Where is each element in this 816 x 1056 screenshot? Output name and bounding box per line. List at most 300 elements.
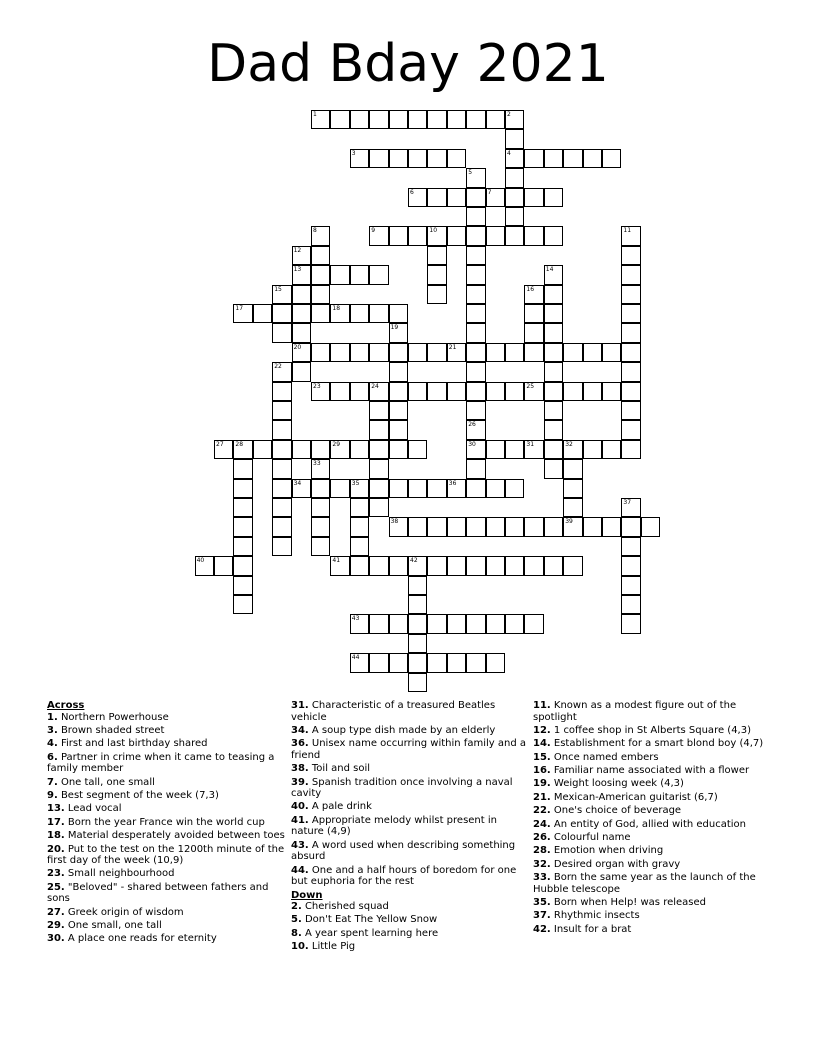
- grid-cell[interactable]: [292, 343, 311, 362]
- grid-cell[interactable]: [466, 246, 485, 265]
- grid-cell[interactable]: [524, 440, 543, 459]
- grid-cell[interactable]: [505, 614, 524, 633]
- grid-cell[interactable]: [427, 517, 446, 536]
- across-clue[interactable]: [47, 830, 287, 842]
- grid-cell[interactable]: [369, 304, 388, 323]
- grid-cell[interactable]: [311, 110, 330, 129]
- grid-cell[interactable]: [350, 556, 369, 575]
- grid-cell[interactable]: [602, 517, 621, 536]
- grid-cell[interactable]: [389, 614, 408, 633]
- grid-cell[interactable]: [505, 226, 524, 245]
- grid-cell[interactable]: [389, 653, 408, 672]
- across-clue[interactable]: [47, 803, 287, 815]
- grid-cell[interactable]: [272, 517, 291, 536]
- grid-cell[interactable]: [427, 265, 446, 284]
- down-clue[interactable]: [533, 872, 773, 895]
- grid-cell[interactable]: [466, 517, 485, 536]
- grid-cell[interactable]: [369, 556, 388, 575]
- grid-cell[interactable]: [486, 226, 505, 245]
- grid-cell[interactable]: [466, 382, 485, 401]
- grid-cell[interactable]: [272, 479, 291, 498]
- grid-cell[interactable]: [350, 110, 369, 129]
- down-clue[interactable]: [533, 910, 773, 922]
- grid-cell[interactable]: [408, 673, 427, 692]
- grid-cell[interactable]: [272, 382, 291, 401]
- grid-cell[interactable]: [408, 226, 427, 245]
- grid-cell[interactable]: [427, 614, 446, 633]
- grid-cell[interactable]: [583, 382, 602, 401]
- grid-cell[interactable]: [505, 479, 524, 498]
- grid-cell[interactable]: [233, 479, 252, 498]
- down-clue[interactable]: [533, 845, 773, 857]
- grid-cell[interactable]: [563, 498, 582, 517]
- grid-cell[interactable]: [330, 479, 349, 498]
- down-clue[interactable]: [533, 752, 773, 764]
- grid-cell[interactable]: [544, 362, 563, 381]
- grid-cell[interactable]: [369, 382, 388, 401]
- grid-cell[interactable]: [311, 285, 330, 304]
- grid-cell[interactable]: [233, 537, 252, 556]
- grid-cell[interactable]: [583, 517, 602, 536]
- grid-cell[interactable]: [330, 265, 349, 284]
- grid-cell[interactable]: [389, 362, 408, 381]
- grid-cell[interactable]: [311, 226, 330, 245]
- grid-cell[interactable]: [447, 110, 466, 129]
- grid-cell[interactable]: [486, 517, 505, 536]
- grid-cell[interactable]: [505, 168, 524, 187]
- grid-cell[interactable]: [524, 343, 543, 362]
- grid-cell[interactable]: [389, 420, 408, 439]
- grid-cell[interactable]: [272, 420, 291, 439]
- down-clue[interactable]: [533, 805, 773, 817]
- grid-cell[interactable]: [311, 537, 330, 556]
- grid-cell[interactable]: [563, 479, 582, 498]
- grid-cell[interactable]: [369, 226, 388, 245]
- grid-cell[interactable]: [466, 420, 485, 439]
- grid-cell[interactable]: [427, 556, 446, 575]
- grid-cell[interactable]: [621, 285, 640, 304]
- grid-cell[interactable]: [427, 479, 446, 498]
- grid-cell[interactable]: [447, 382, 466, 401]
- grid-cell[interactable]: [466, 401, 485, 420]
- grid-cell[interactable]: [292, 246, 311, 265]
- grid-cell[interactable]: [524, 323, 543, 342]
- grid-cell[interactable]: [505, 129, 524, 148]
- grid-cell[interactable]: [369, 420, 388, 439]
- grid-cell[interactable]: [408, 188, 427, 207]
- grid-cell[interactable]: [427, 149, 446, 168]
- grid-cell[interactable]: [544, 149, 563, 168]
- grid-cell[interactable]: [447, 556, 466, 575]
- grid-cell[interactable]: [350, 479, 369, 498]
- grid-cell[interactable]: [621, 498, 640, 517]
- grid-cell[interactable]: [466, 440, 485, 459]
- grid-cell[interactable]: [389, 110, 408, 129]
- grid-cell[interactable]: [621, 614, 640, 633]
- grid-cell[interactable]: [408, 382, 427, 401]
- grid-cell[interactable]: [272, 537, 291, 556]
- grid-cell[interactable]: [544, 382, 563, 401]
- grid-cell[interactable]: [621, 362, 640, 381]
- grid-cell[interactable]: [621, 265, 640, 284]
- across-clue[interactable]: [291, 865, 531, 888]
- grid-cell[interactable]: [292, 285, 311, 304]
- grid-cell[interactable]: [311, 304, 330, 323]
- across-clue[interactable]: [47, 777, 287, 789]
- grid-cell[interactable]: [505, 556, 524, 575]
- across-clue[interactable]: [47, 933, 287, 945]
- grid-cell[interactable]: [389, 479, 408, 498]
- grid-cell[interactable]: [408, 556, 427, 575]
- grid-cell[interactable]: [486, 110, 505, 129]
- grid-cell[interactable]: [544, 304, 563, 323]
- grid-cell[interactable]: [447, 149, 466, 168]
- grid-cell[interactable]: [195, 556, 214, 575]
- grid-cell[interactable]: [544, 265, 563, 284]
- grid-cell[interactable]: [621, 246, 640, 265]
- grid-cell[interactable]: [311, 343, 330, 362]
- across-clue[interactable]: [291, 815, 531, 838]
- grid-cell[interactable]: [311, 440, 330, 459]
- grid-cell[interactable]: [505, 440, 524, 459]
- grid-cell[interactable]: [621, 382, 640, 401]
- grid-cell[interactable]: [311, 459, 330, 478]
- down-clue[interactable]: [533, 778, 773, 790]
- across-clue[interactable]: [291, 777, 531, 800]
- grid-cell[interactable]: [389, 382, 408, 401]
- grid-cell[interactable]: [486, 440, 505, 459]
- grid-cell[interactable]: [447, 614, 466, 633]
- grid-cell[interactable]: [466, 479, 485, 498]
- grid-cell[interactable]: [350, 440, 369, 459]
- grid-cell[interactable]: [408, 614, 427, 633]
- grid-cell[interactable]: [447, 653, 466, 672]
- grid-cell[interactable]: [466, 168, 485, 187]
- grid-cell[interactable]: [524, 149, 543, 168]
- grid-cell[interactable]: [621, 595, 640, 614]
- grid-cell[interactable]: [486, 188, 505, 207]
- grid-cell[interactable]: [272, 362, 291, 381]
- grid-cell[interactable]: [272, 440, 291, 459]
- grid-cell[interactable]: [369, 440, 388, 459]
- grid-cell[interactable]: [621, 323, 640, 342]
- across-clue[interactable]: [47, 790, 287, 802]
- grid-cell[interactable]: [292, 304, 311, 323]
- grid-cell[interactable]: [621, 517, 640, 536]
- grid-cell[interactable]: [621, 440, 640, 459]
- grid-cell[interactable]: [311, 517, 330, 536]
- down-clue[interactable]: [533, 792, 773, 804]
- grid-cell[interactable]: [389, 440, 408, 459]
- grid-cell[interactable]: [427, 343, 446, 362]
- grid-cell[interactable]: [544, 188, 563, 207]
- grid-cell[interactable]: [350, 149, 369, 168]
- grid-cell[interactable]: [389, 343, 408, 362]
- grid-cell[interactable]: [544, 323, 563, 342]
- grid-cell[interactable]: [272, 285, 291, 304]
- grid-cell[interactable]: [583, 343, 602, 362]
- grid-cell[interactable]: [350, 343, 369, 362]
- grid-cell[interactable]: [350, 653, 369, 672]
- grid-cell[interactable]: [427, 246, 446, 265]
- across-clue[interactable]: [291, 840, 531, 863]
- grid-cell[interactable]: [447, 188, 466, 207]
- grid-cell[interactable]: [408, 440, 427, 459]
- grid-cell[interactable]: [524, 304, 543, 323]
- grid-cell[interactable]: [563, 382, 582, 401]
- grid-cell[interactable]: [350, 498, 369, 517]
- grid-cell[interactable]: [563, 459, 582, 478]
- grid-cell[interactable]: [466, 459, 485, 478]
- grid-cell[interactable]: [466, 653, 485, 672]
- down-clue[interactable]: [533, 700, 773, 723]
- grid-cell[interactable]: [389, 323, 408, 342]
- grid-cell[interactable]: [621, 401, 640, 420]
- grid-cell[interactable]: [311, 479, 330, 498]
- grid-cell[interactable]: [621, 420, 640, 439]
- grid-cell[interactable]: [408, 479, 427, 498]
- grid-cell[interactable]: [292, 440, 311, 459]
- grid-cell[interactable]: [311, 265, 330, 284]
- grid-cell[interactable]: [544, 420, 563, 439]
- grid-cell[interactable]: [505, 110, 524, 129]
- across-clue[interactable]: [291, 801, 531, 813]
- down-clue[interactable]: [533, 832, 773, 844]
- grid-cell[interactable]: [486, 382, 505, 401]
- grid-cell[interactable]: [408, 343, 427, 362]
- grid-cell[interactable]: [350, 517, 369, 536]
- grid-cell[interactable]: [621, 304, 640, 323]
- grid-cell[interactable]: [427, 653, 446, 672]
- grid-cell[interactable]: [563, 440, 582, 459]
- grid-cell[interactable]: [505, 517, 524, 536]
- grid-cell[interactable]: [253, 304, 272, 323]
- grid-cell[interactable]: [427, 226, 446, 245]
- grid-cell[interactable]: [369, 401, 388, 420]
- grid-cell[interactable]: [466, 265, 485, 284]
- grid-cell[interactable]: [621, 576, 640, 595]
- grid-cell[interactable]: [369, 614, 388, 633]
- grid-cell[interactable]: [389, 517, 408, 536]
- down-clue[interactable]: [533, 738, 773, 750]
- across-clue[interactable]: [291, 700, 531, 723]
- grid-cell[interactable]: [292, 362, 311, 381]
- grid-cell[interactable]: [369, 479, 388, 498]
- grid-cell[interactable]: [233, 517, 252, 536]
- grid-cell[interactable]: [563, 343, 582, 362]
- grid-cell[interactable]: [330, 110, 349, 129]
- down-clue[interactable]: [291, 914, 531, 926]
- grid-cell[interactable]: [330, 343, 349, 362]
- grid-cell[interactable]: [330, 382, 349, 401]
- grid-cell[interactable]: [389, 401, 408, 420]
- grid-cell[interactable]: [350, 614, 369, 633]
- grid-cell[interactable]: [369, 498, 388, 517]
- grid-cell[interactable]: [272, 401, 291, 420]
- down-clue[interactable]: [533, 897, 773, 909]
- grid-cell[interactable]: [389, 149, 408, 168]
- grid-cell[interactable]: [408, 110, 427, 129]
- down-clue[interactable]: [533, 725, 773, 737]
- grid-cell[interactable]: [233, 440, 252, 459]
- across-clue[interactable]: [47, 712, 287, 724]
- grid-cell[interactable]: [486, 479, 505, 498]
- grid-cell[interactable]: [427, 382, 446, 401]
- across-clue[interactable]: [47, 738, 287, 750]
- grid-cell[interactable]: [311, 498, 330, 517]
- grid-cell[interactable]: [486, 556, 505, 575]
- grid-cell[interactable]: [505, 382, 524, 401]
- grid-cell[interactable]: [408, 595, 427, 614]
- across-clue[interactable]: [47, 725, 287, 737]
- grid-cell[interactable]: [641, 517, 660, 536]
- grid-cell[interactable]: [544, 556, 563, 575]
- grid-cell[interactable]: [408, 576, 427, 595]
- grid-cell[interactable]: [524, 285, 543, 304]
- across-clue[interactable]: [47, 752, 287, 775]
- grid-cell[interactable]: [272, 498, 291, 517]
- grid-cell[interactable]: [233, 595, 252, 614]
- grid-cell[interactable]: [563, 517, 582, 536]
- grid-cell[interactable]: [524, 556, 543, 575]
- down-clue[interactable]: [291, 941, 531, 953]
- grid-cell[interactable]: [505, 188, 524, 207]
- grid-cell[interactable]: [389, 304, 408, 323]
- grid-cell[interactable]: [369, 265, 388, 284]
- grid-cell[interactable]: [389, 556, 408, 575]
- grid-cell[interactable]: [233, 459, 252, 478]
- grid-cell[interactable]: [505, 149, 524, 168]
- grid-cell[interactable]: [466, 304, 485, 323]
- across-clue[interactable]: [291, 725, 531, 737]
- grid-cell[interactable]: [233, 576, 252, 595]
- grid-cell[interactable]: [233, 498, 252, 517]
- grid-cell[interactable]: [369, 653, 388, 672]
- grid-cell[interactable]: [350, 304, 369, 323]
- grid-cell[interactable]: [408, 653, 427, 672]
- grid-cell[interactable]: [563, 556, 582, 575]
- grid-cell[interactable]: [524, 517, 543, 536]
- grid-cell[interactable]: [602, 149, 621, 168]
- grid-cell[interactable]: [466, 285, 485, 304]
- down-clue[interactable]: [291, 901, 531, 913]
- across-clue[interactable]: [47, 844, 287, 867]
- down-clue[interactable]: [533, 819, 773, 831]
- grid-cell[interactable]: [524, 226, 543, 245]
- across-clue[interactable]: [47, 907, 287, 919]
- down-clue[interactable]: [533, 765, 773, 777]
- down-clue[interactable]: [291, 928, 531, 940]
- grid-cell[interactable]: [233, 304, 252, 323]
- down-clue[interactable]: [533, 924, 773, 936]
- across-clue[interactable]: [47, 868, 287, 880]
- grid-cell[interactable]: [330, 440, 349, 459]
- grid-cell[interactable]: [524, 382, 543, 401]
- grid-cell[interactable]: [544, 459, 563, 478]
- grid-cell[interactable]: [486, 614, 505, 633]
- grid-cell[interactable]: [447, 343, 466, 362]
- across-clue[interactable]: [47, 920, 287, 932]
- grid-cell[interactable]: [466, 110, 485, 129]
- grid-cell[interactable]: [427, 110, 446, 129]
- grid-cell[interactable]: [486, 343, 505, 362]
- grid-cell[interactable]: [486, 653, 505, 672]
- grid-cell[interactable]: [272, 323, 291, 342]
- grid-cell[interactable]: [350, 537, 369, 556]
- grid-cell[interactable]: [583, 440, 602, 459]
- grid-cell[interactable]: [544, 226, 563, 245]
- grid-cell[interactable]: [602, 440, 621, 459]
- grid-cell[interactable]: [272, 459, 291, 478]
- grid-cell[interactable]: [369, 149, 388, 168]
- grid-cell[interactable]: [311, 382, 330, 401]
- grid-cell[interactable]: [505, 207, 524, 226]
- grid-cell[interactable]: [272, 304, 291, 323]
- grid-cell[interactable]: [466, 188, 485, 207]
- grid-cell[interactable]: [524, 188, 543, 207]
- grid-cell[interactable]: [408, 149, 427, 168]
- grid-cell[interactable]: [292, 323, 311, 342]
- grid-cell[interactable]: [544, 440, 563, 459]
- grid-cell[interactable]: [369, 110, 388, 129]
- grid-cell[interactable]: [447, 226, 466, 245]
- grid-cell[interactable]: [233, 556, 252, 575]
- grid-cell[interactable]: [292, 265, 311, 284]
- grid-cell[interactable]: [350, 265, 369, 284]
- grid-cell[interactable]: [621, 343, 640, 362]
- grid-cell[interactable]: [544, 285, 563, 304]
- down-clue[interactable]: [533, 859, 773, 871]
- grid-cell[interactable]: [447, 517, 466, 536]
- across-clue[interactable]: [291, 738, 531, 761]
- across-clue[interactable]: [47, 817, 287, 829]
- grid-cell[interactable]: [621, 556, 640, 575]
- grid-cell[interactable]: [466, 556, 485, 575]
- grid-cell[interactable]: [544, 517, 563, 536]
- grid-cell[interactable]: [466, 343, 485, 362]
- grid-cell[interactable]: [466, 323, 485, 342]
- grid-cell[interactable]: [408, 634, 427, 653]
- grid-cell[interactable]: [214, 440, 233, 459]
- grid-cell[interactable]: [447, 479, 466, 498]
- grid-cell[interactable]: [389, 226, 408, 245]
- grid-cell[interactable]: [369, 343, 388, 362]
- grid-cell[interactable]: [524, 614, 543, 633]
- grid-cell[interactable]: [602, 343, 621, 362]
- grid-cell[interactable]: [621, 226, 640, 245]
- grid-cell[interactable]: [466, 226, 485, 245]
- grid-cell[interactable]: [350, 382, 369, 401]
- grid-cell[interactable]: [466, 207, 485, 226]
- grid-cell[interactable]: [466, 362, 485, 381]
- grid-cell[interactable]: [427, 285, 446, 304]
- grid-cell[interactable]: [292, 479, 311, 498]
- grid-cell[interactable]: [253, 440, 272, 459]
- grid-cell[interactable]: [330, 304, 349, 323]
- grid-cell[interactable]: [408, 517, 427, 536]
- grid-cell[interactable]: [214, 556, 233, 575]
- across-clue[interactable]: [47, 882, 287, 905]
- grid-cell[interactable]: [330, 556, 349, 575]
- grid-cell[interactable]: [583, 149, 602, 168]
- grid-cell[interactable]: [311, 246, 330, 265]
- grid-cell[interactable]: [544, 401, 563, 420]
- grid-cell[interactable]: [369, 459, 388, 478]
- grid-cell[interactable]: [563, 149, 582, 168]
- grid-cell[interactable]: [544, 343, 563, 362]
- grid-cell[interactable]: [427, 188, 446, 207]
- grid-cell[interactable]: [621, 537, 640, 556]
